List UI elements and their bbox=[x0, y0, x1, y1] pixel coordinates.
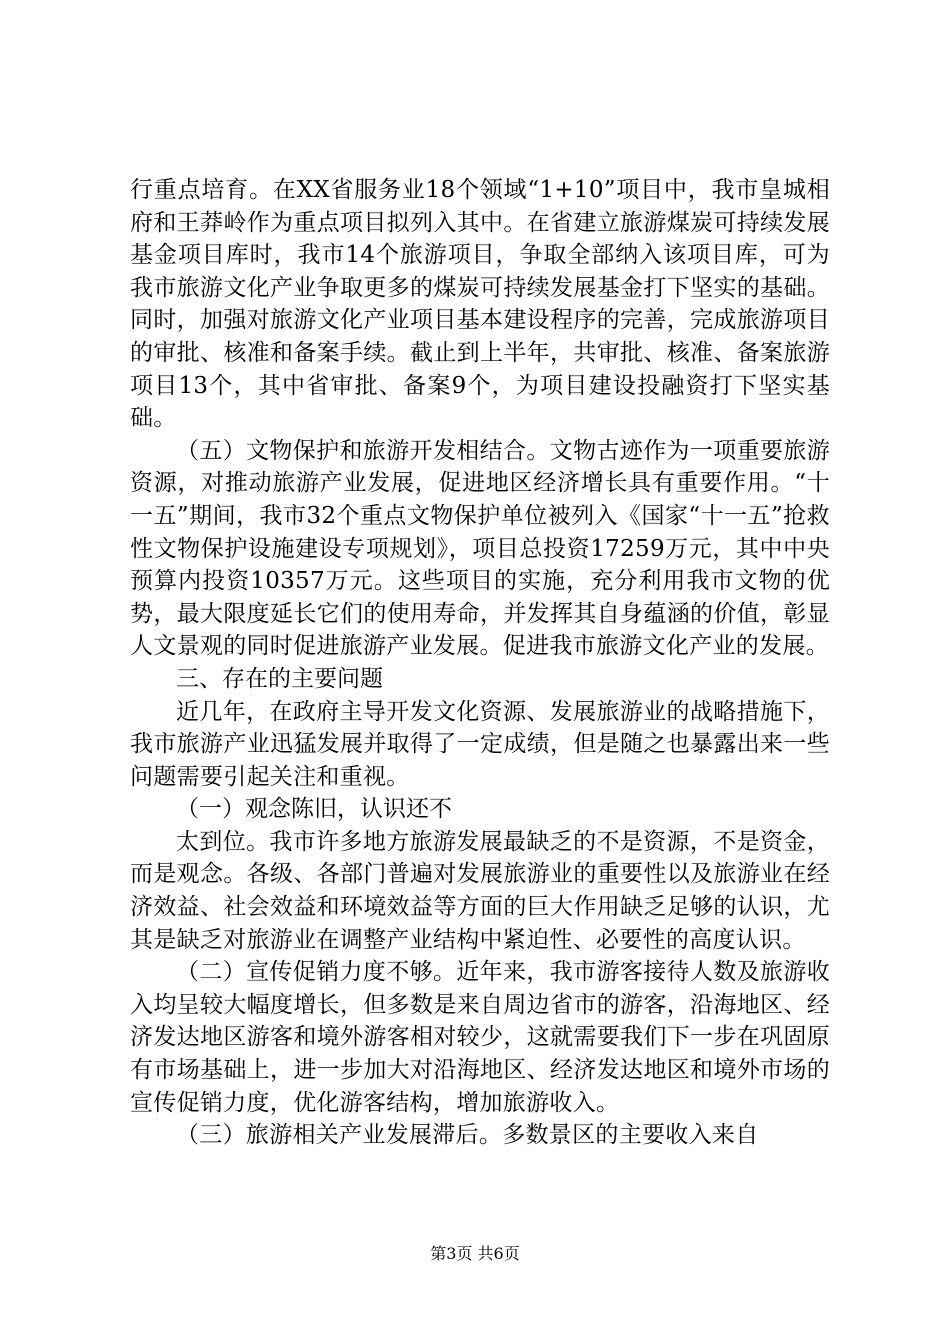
page-footer: 第3页 共6页 bbox=[430, 1244, 520, 1263]
subheading-outdated-concepts: （一）观念陈旧，认识还不 bbox=[176, 796, 452, 823]
paragraph-project-cultivation: 行重点培育。在XX省服务业18个领域“1+10”项目中，我市皇城相府和王莽岭作为重点项目拟列入其中。在省建立旅游煤炭可持续发展基金项目库时，我市14个旅游项目，争取全部纳入该项目库，可为我市旅游文化产业争取更多的煤炭可持续发展基金打下坚实的基础。同时，加强对旅游文化产业项目基本建设程序的完善，完成旅游项目的审批、核准和备案手续。截止到上半年，共审批、核准、备案旅游项目13个，其中省审批、备案9个，为项目建设投融资打下坚实基础。 bbox=[130, 177, 830, 432]
paragraph-outdated-concepts: 太到位。我市许多地方旅游发展最缺乏的不是资源，不是资金，而是观念。各级、各部门普遍对发展旅游业的重要性以及旅游业在经济效益、社会效益和环境效益等方面的巨大作用缺乏足够的认识，尤其是缺乏对旅游业在调整产业结构中紧迫性、必要性的高度认识。 bbox=[130, 828, 830, 953]
paragraph-insufficient-promotion: （二）宣传促销力度不够。近年来，我市游客接待人数及旅游收入均呈较大幅度增长，但多数是来自周边省市的游客，沿海地区、经济发达地区游客和境外游客相对较少，这就需要我们下一步在巩固原有市场基础上，进一步加大对沿海地区、经济发达地区和境外市场的宣传促销力度，优化游客结构，增加旅游收入。 bbox=[130, 959, 830, 1116]
paragraph-problems-intro: 近几年，在政府主导开发文化资源、发展旅游业的战略措施下，我市旅游产业迅猛发展并取得了一定成绩，但是随之也暴露出来一些问题需要引起关注和重视。 bbox=[130, 698, 830, 790]
paragraph-related-industries: （三）旅游相关产业发展滞后。多数景区的主要收入来自 bbox=[176, 1122, 759, 1149]
paragraph-heritage-protection: （五）文物保护和旅游开发相结合。文物古迹作为一项重要旅游资源，对推动旅游产业发展，促进地区经济增长具有重要作用。“十一五”期间，我市32个重点文物保护单位被列入《国家“十一五”抢救性文物保护设施建设专项规划》，项目总投资17259万元，其中中央预算内投资10357万元。这些项目的实施，充分利用我市文物的优势，最大限度延长它们的使用寿命，并发挥其自身蕴涵的价值，彰显人文景观的同时促进旅游产业发展。促进我市旅游文化产业的发展。 bbox=[130, 437, 830, 660]
section-heading-main-problems: 三、存在的主要问题 bbox=[176, 665, 383, 692]
document-body bbox=[130, 174, 830, 1152]
